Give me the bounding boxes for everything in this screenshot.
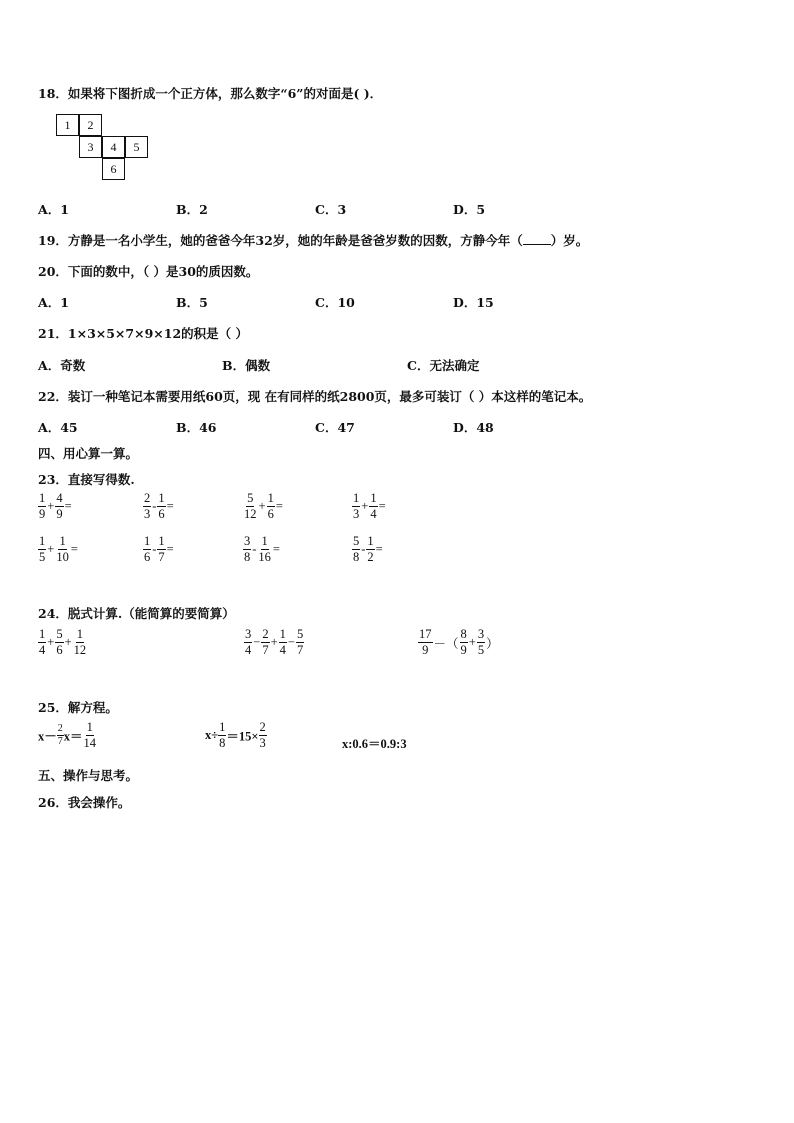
operator: -	[152, 542, 157, 557]
q26-text: 26．我会操作。	[38, 795, 131, 810]
q19-text-after: ）岁。	[550, 233, 589, 248]
q18-option-c[interactable]: C．3	[315, 202, 347, 217]
equals-sign: =	[378, 499, 386, 514]
fraction: $\frac{1}{3}$	[353, 491, 360, 522]
q22-option-c[interactable]: C．47	[315, 420, 355, 435]
q24-text: 24．脱式计算.（能简算的要简算）	[38, 606, 235, 621]
q22-option-b[interactable]: B．46	[176, 420, 217, 435]
fraction: $\frac{3}{8}$	[244, 534, 251, 565]
q18-option-b[interactable]: B．2	[176, 202, 208, 217]
fraction: $\frac{1}{4}$	[279, 627, 286, 658]
q21-option-a[interactable]: A．奇数	[38, 358, 86, 373]
fraction: $\frac{1}{4}$	[370, 491, 377, 522]
fraction: $\frac{1}{8}$	[219, 720, 226, 751]
fraction: $\frac{1}{9}$	[39, 491, 46, 522]
mental-math-item	[352, 492, 387, 521]
fraction: $\frac{2}{3}$	[259, 720, 266, 751]
q19-text-before: 19．方静是一名小学生，她的爸爸今年32岁，她的年龄是爸爸岁数的因数，方静今年（	[38, 233, 523, 248]
equals-sign: =	[375, 542, 383, 557]
net-cell-2: 2	[79, 114, 102, 136]
fraction: $\frac{1}{6}$	[267, 491, 274, 522]
q21-option-c[interactable]: C．无法确定	[407, 358, 480, 373]
q24-expression-3: $\frac{17}{9}$ －（ $\frac{8}{9}$ + $\frac{3}{5}$ ）	[419, 627, 499, 658]
equals-sign: =	[166, 499, 174, 514]
fraction: $\frac{1}{2}$	[367, 534, 374, 565]
mental-math-item	[38, 492, 73, 521]
operator: -	[252, 542, 257, 557]
operator: +	[361, 499, 369, 514]
mental-math-item	[243, 492, 284, 521]
section-4-title: 四、用心算一算。	[38, 446, 139, 461]
q22-option-d[interactable]: D．48	[453, 420, 494, 435]
operator: -	[152, 499, 157, 514]
equals-sign: =	[272, 542, 280, 557]
fraction: $\frac{4}{9}$	[56, 491, 63, 522]
operator: +	[47, 499, 55, 514]
section-5-title: 五、操作与思考。	[38, 768, 139, 783]
q25-equation-1: x－ $\frac{2}{7}$ x＝ $\frac{1}{14}$	[38, 720, 97, 751]
net-cell-1: 1	[56, 114, 79, 136]
fraction: $\frac{5}{8}$	[353, 534, 360, 565]
fraction: $\frac{1}{12}$	[73, 627, 87, 658]
fraction: $\frac{17}{9}$	[419, 627, 432, 658]
fraction: $\frac{1}{10}$	[56, 534, 69, 565]
mental-math-item	[143, 535, 175, 564]
fraction: $\frac{3}{4}$	[245, 627, 252, 658]
operator: +	[47, 542, 55, 557]
q19-text	[38, 231, 588, 249]
net-cell-3: 3	[79, 136, 102, 158]
q20-option-a[interactable]: A．1	[38, 295, 69, 310]
fraction: $\frac{1}{14}$	[83, 720, 97, 751]
fraction: $\frac{2}{7}$	[57, 722, 63, 748]
q25-equation-3: x:0.6＝0.9:3	[342, 737, 407, 751]
q25-equation-2: x÷ $\frac{1}{8}$ ＝15× $\frac{2}{3}$	[205, 720, 266, 751]
fraction: $\frac{5}{12}$	[244, 491, 257, 522]
q25-text: 25．解方程。	[38, 700, 118, 715]
fraction: $\frac{1}{6}$	[158, 491, 165, 522]
answer-blank[interactable]	[523, 233, 551, 245]
q18-option-a[interactable]: A．1	[38, 202, 69, 217]
fraction: $\frac{1}{5}$	[39, 534, 46, 565]
q20-text: 20．下面的数中，（ ）是30的质因数。	[38, 264, 259, 279]
fraction: $\frac{1}{4}$	[39, 627, 46, 658]
fraction: $\frac{5}{6}$	[56, 627, 63, 658]
q21-option-b[interactable]: B．偶数	[222, 358, 271, 373]
mental-math-item	[352, 535, 384, 564]
fraction: $\frac{1}{16}$	[258, 534, 271, 565]
net-cell-4: 4	[102, 136, 125, 158]
net-cell-6: 6	[102, 158, 125, 180]
q24-expression-2: $\frac{3}{4}$ − $\frac{2}{7}$ + $\frac{1}{4}$ − $\frac{5}{7}$	[245, 627, 304, 658]
mental-math-item	[243, 535, 281, 564]
operator: +	[258, 499, 266, 514]
fraction: $\frac{2}{7}$	[262, 627, 269, 658]
fraction: $\frac{2}{3}$	[144, 491, 151, 522]
operator: -	[361, 542, 366, 557]
q22-option-a[interactable]: A．45	[38, 420, 78, 435]
equals-sign: =	[166, 542, 174, 557]
q20-option-c[interactable]: C．10	[315, 295, 355, 310]
fraction: $\frac{1}{6}$	[144, 534, 151, 565]
q18-text: 18．如果将下图折成一个正方体，那么数字“6”的对面是( )．	[38, 86, 383, 101]
fraction: $\frac{8}{9}$	[460, 627, 467, 658]
fraction: $\frac{1}{7}$	[158, 534, 165, 565]
equals-sign: =	[64, 499, 72, 514]
equals-sign: =	[70, 542, 78, 557]
q23-text: 23．直接写得数.	[38, 472, 135, 487]
q22-text: 22．装订一种笔记本需要用纸60页，现 在有同样的纸2800页，最多可装订（ ）本这样的笔记本。	[38, 389, 592, 404]
mental-math-item	[143, 492, 175, 521]
q20-option-d[interactable]: D．15	[453, 295, 494, 310]
fraction: $\frac{5}{7}$	[296, 627, 304, 658]
fraction: $\frac{3}{5}$	[477, 627, 485, 658]
q24-expression-1: $\frac{1}{4}$ + $\frac{5}{6}$ + $\frac{1}{12}$	[39, 627, 87, 658]
q21-text: 21．1×3×5×7×9×12的积是（ ）	[38, 326, 248, 341]
net-cell-5: 5	[125, 136, 148, 158]
equals-sign: =	[275, 499, 283, 514]
mental-math-item	[38, 535, 79, 564]
q20-option-b[interactable]: B．5	[176, 295, 208, 310]
q18-option-d[interactable]: D．5	[453, 202, 486, 217]
